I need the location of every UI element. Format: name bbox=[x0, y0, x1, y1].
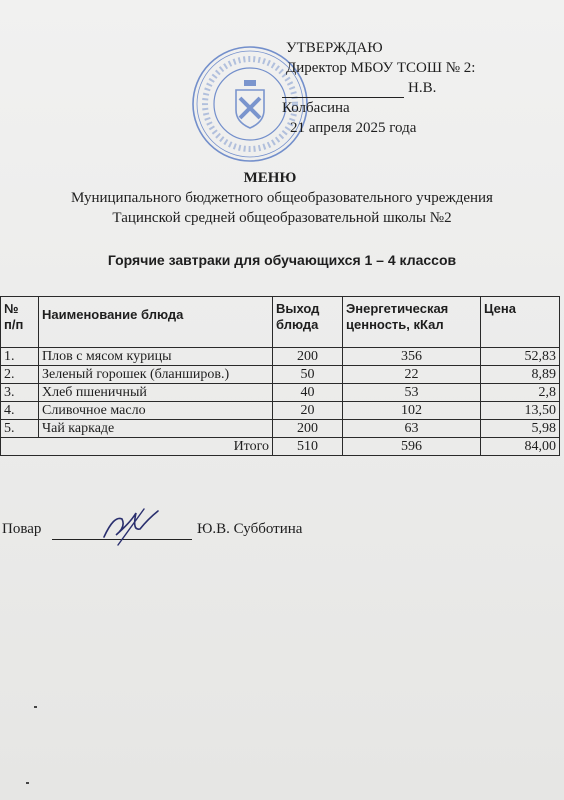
total-energy: 596 bbox=[343, 438, 481, 456]
row-num: 4. bbox=[1, 402, 39, 420]
approval-signature-line bbox=[282, 78, 504, 118]
row-weight: 40 bbox=[273, 384, 343, 402]
org-line-1: Муниципального бюджетного общеобразовательного учреждения bbox=[71, 190, 493, 206]
header-energy: Энергетическая ценность, кКал bbox=[343, 297, 481, 348]
total-label: Итого bbox=[1, 438, 273, 456]
approval-signatory: Н.В. Колбасина bbox=[282, 80, 437, 116]
menu-title: МЕНЮ bbox=[243, 170, 297, 186]
row-energy: 356 bbox=[343, 348, 481, 366]
table-header-row bbox=[1, 297, 560, 348]
approval-heading: УТВЕРЖДАЮ bbox=[286, 40, 383, 56]
table-row bbox=[1, 384, 560, 402]
row-price: 2,8 bbox=[481, 384, 560, 402]
row-weight: 200 bbox=[273, 348, 343, 366]
row-weight: 20 bbox=[273, 402, 343, 420]
row-energy: 102 bbox=[343, 402, 481, 420]
org-line-2: Тацинской средней общеобразовательной школы №2 bbox=[112, 210, 452, 226]
row-price: 52,83 bbox=[481, 348, 560, 366]
cook-name: Ю.В. Субботина bbox=[197, 521, 303, 537]
row-weight: 200 bbox=[273, 420, 343, 438]
menu-table bbox=[0, 296, 560, 456]
page-mark bbox=[26, 782, 29, 784]
row-dish-name: Зеленый горошек (бланширов.) bbox=[39, 366, 273, 384]
row-num: 5. bbox=[1, 420, 39, 438]
row-dish-name: Сливочное масло bbox=[39, 402, 273, 420]
header-weight: Выход блюда bbox=[273, 297, 343, 348]
table-row bbox=[1, 366, 560, 384]
header-num: № п/п bbox=[1, 297, 39, 348]
header-dish-name: Наименование блюда bbox=[39, 297, 273, 348]
approval-block bbox=[286, 38, 383, 58]
header-price: Цена bbox=[481, 297, 560, 348]
table-row bbox=[1, 402, 560, 420]
row-price: 5,98 bbox=[481, 420, 560, 438]
row-price: 13,50 bbox=[481, 402, 560, 420]
handwritten-signature bbox=[96, 505, 166, 551]
row-dish-name: Плов с мясом курицы bbox=[39, 348, 273, 366]
row-price: 8,89 bbox=[481, 366, 560, 384]
row-num: 1. bbox=[1, 348, 39, 366]
page-mark bbox=[34, 706, 37, 708]
row-energy: 63 bbox=[343, 420, 481, 438]
total-weight: 510 bbox=[273, 438, 343, 456]
row-dish-name: Хлеб пшеничный bbox=[39, 384, 273, 402]
row-energy: 22 bbox=[343, 366, 481, 384]
approval-position: Директор МБОУ ТСОШ № 2: bbox=[286, 60, 476, 76]
row-weight: 50 bbox=[273, 366, 343, 384]
row-num: 2. bbox=[1, 366, 39, 384]
table-row bbox=[1, 420, 560, 438]
cook-label: Повар bbox=[2, 521, 42, 537]
row-num: 3. bbox=[1, 384, 39, 402]
row-dish-name: Чай каркаде bbox=[39, 420, 273, 438]
row-energy: 53 bbox=[343, 384, 481, 402]
menu-subtitle: Горячие завтраки для обучающихся 1 – 4 классов bbox=[107, 252, 457, 268]
approval-date: 21 апреля 2025 года bbox=[290, 120, 417, 136]
table-total-row bbox=[1, 438, 560, 456]
total-price: 84,00 bbox=[481, 438, 560, 456]
table-row bbox=[1, 348, 560, 366]
